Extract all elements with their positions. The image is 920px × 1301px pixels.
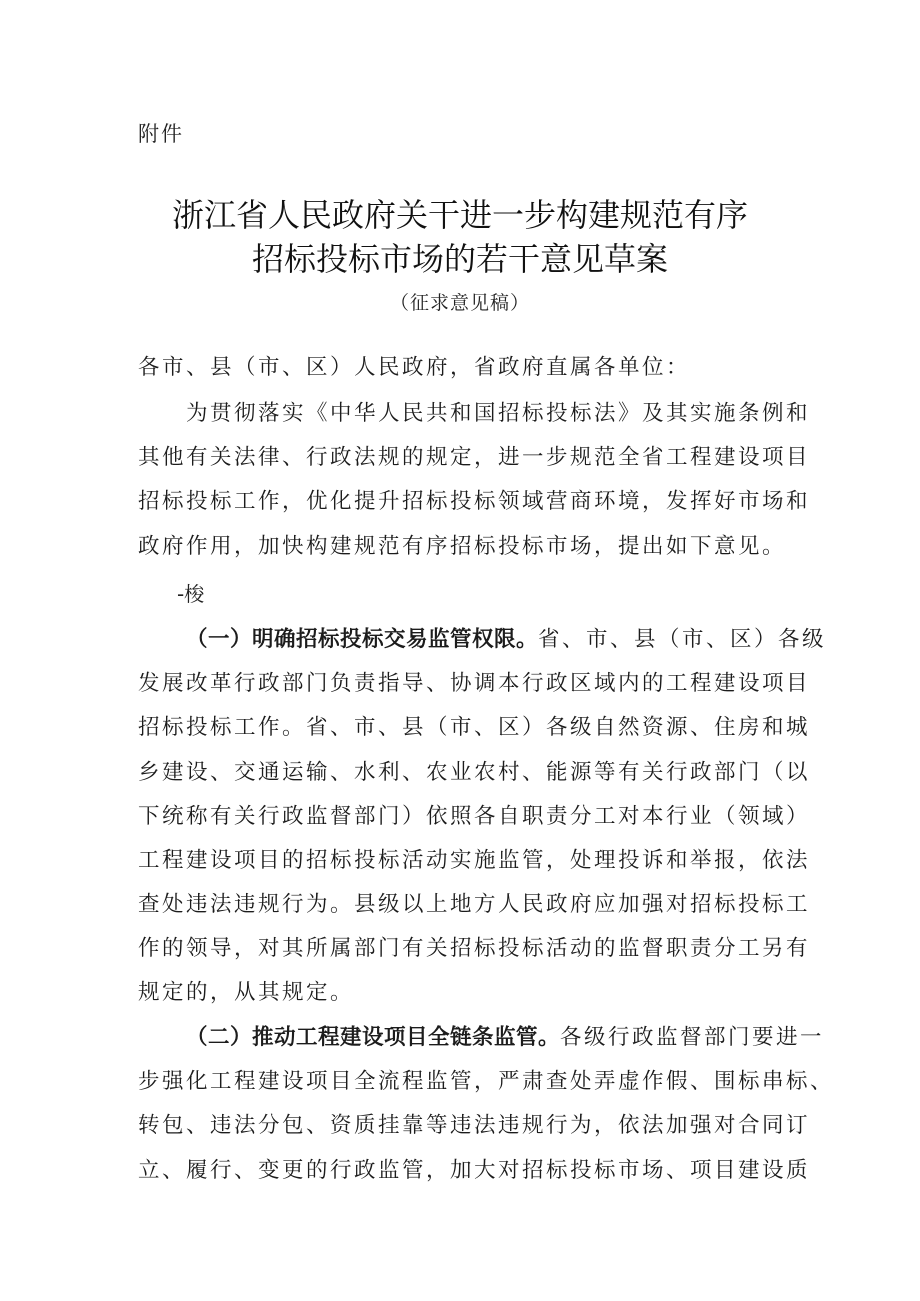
item1-line-2: 发展改革行政部门负责指导、协调本行政区域内的工程建设项目 [138,671,811,696]
salutation: 各市、县（市、区）人民政府，省政府直属各单位： [138,355,691,380]
item2-bold-lead: （二）推动工程建设项目全链条监管。 [186,1025,561,1050]
document-title-line-1: 浙江省人民政府关干进一步构建规范有序 [171,196,748,234]
item1-line-5: 下统称有关行政监督部门）依照各自职责分工对本行业（领域） [138,804,811,829]
attachment-label: 附件 [138,122,184,146]
intro-line-4: 政府作用，加快构建规范有序招标投标市场，提出如下意见。 [138,534,787,559]
document-title-line-2: 招标投标市场的若干意见草案 [251,240,668,278]
intro-line-3: 招标投标工作，优化提升招标投标领域营商环境，发挥好市场和 [138,489,811,514]
item1-line-3: 招标投标工作。省、市、县（市、区）各级自然资源、住房和城 [138,715,811,740]
item1-first-line [186,622,846,653]
intro-line-2: 其他有关法律、行政法规的规定，进一步规范全省工程建设项目 [138,445,811,470]
item2-line-4: 立、履行、变更的行政监管，加大对招标投标市场、项目建设质 [138,1158,811,1183]
item1-line-7: 查处违法违规行为。县级以上地方人民政府应加强对招标投标工 [138,892,811,917]
item2-first-rest: 各级行政监督部门要进一 [560,1025,825,1050]
item1-first-rest: 省、市、县（市、区）各级 [538,627,827,652]
item1-line-6: 工程建设项目的招标投标活动实施监管，处理投诉和举报，依法 [138,848,811,873]
item2-first-line [186,1020,846,1051]
item1-line-4: 乡建设、交通运输、水利、农业农村、能源等有关行政部门（以 [138,760,811,785]
item2-line-2: 步强化工程建设项目全流程监管，严肃查处弄虚作假、围标串标、 [138,1069,835,1094]
intro-line-1: 为贯彻落实《中华人民共和国招标投标法》及其实施条例和 [186,401,811,426]
item2-line-3: 转包、违法分包、资质挂靠等违法违规行为，依法加强对合同订 [138,1113,811,1138]
section-heading: -梭 [177,582,205,606]
item1-bold-lead: （一）明确招标投标交易监管权限。 [186,627,539,652]
document-subtitle: （征求意见稿） [389,292,530,314]
item1-line-8: 作的领导，对其所属部门有关招标投标活动的监督职责分工另有 [138,936,811,961]
item1-line-9: 规定的，从其规定。 [138,980,355,1005]
